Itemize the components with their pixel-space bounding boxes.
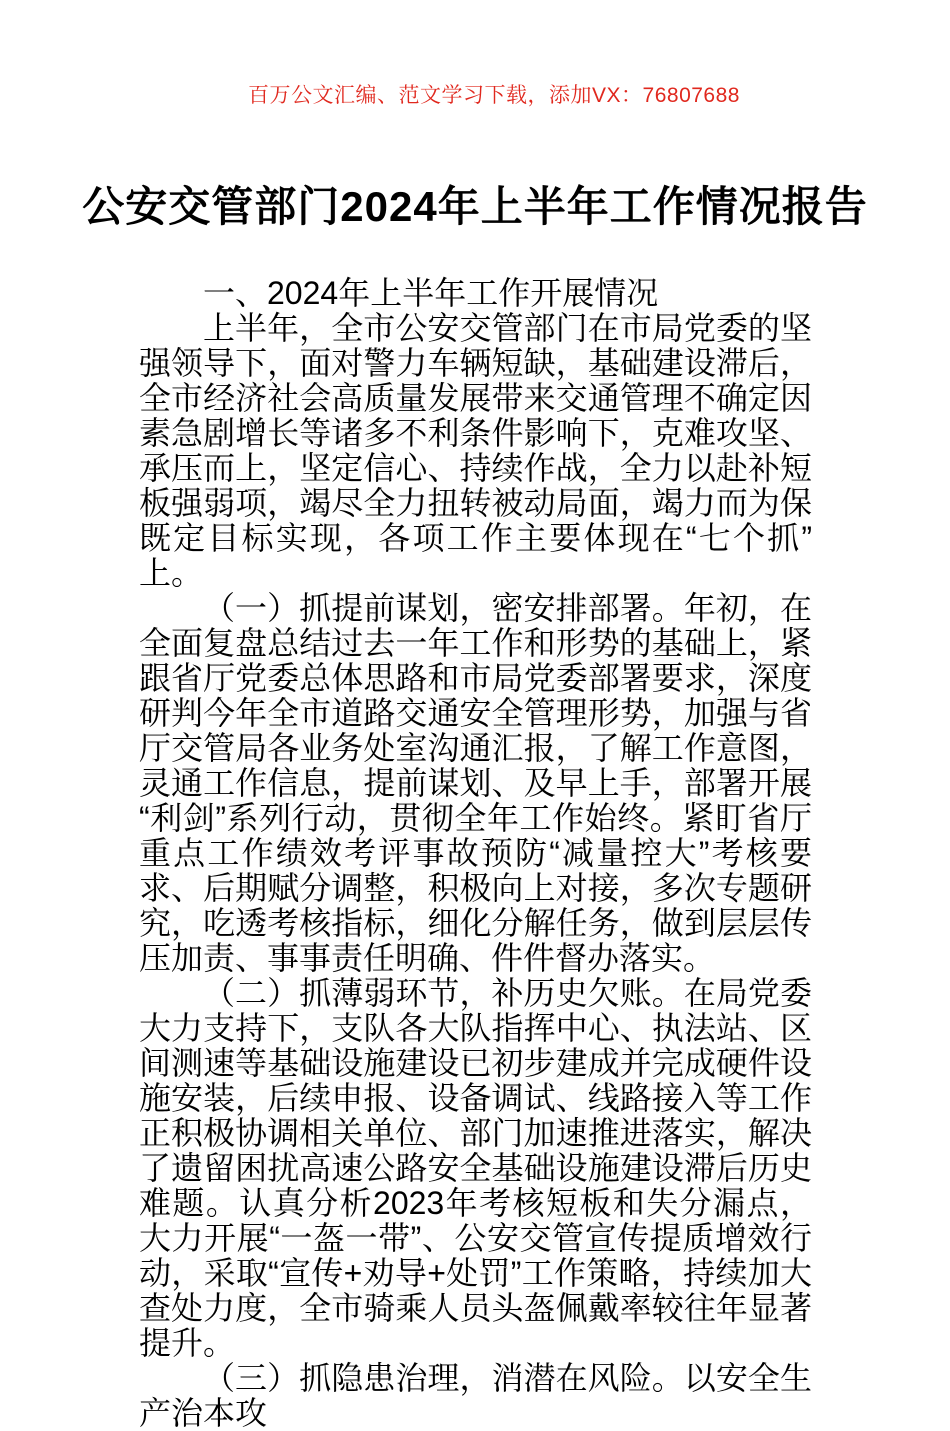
- promo-watermark-text: 百万公文汇编、范文学习下载，添加VX：76807688: [248, 84, 740, 107]
- document-title: 公安交管部门2024年上半年工作情况报告: [82, 183, 868, 230]
- body-paragraph: （三）抓隐患治理，消潜在风险。以安全生产治本攻: [139, 1360, 812, 1431]
- section-heading: 一、2024年上半年工作开展情况: [203, 275, 659, 311]
- body-paragraph: 上半年，全市公安交管部门在市局党委的坚强领导下，面对警力车辆短缺，基础建设滞后，全市经济社会高质量发展带来交通管理不确定因素急剧增长等诸多不利条件影响下，克难攻坚、承压而上，坚定信心、持续作战，全力以赴补短板强弱项，竭尽全力扭转被动局面，竭力而为保既定目标实现，各项工作主要体现在“七个抓”上。: [139, 310, 812, 591]
- document-body: [139, 276, 812, 1431]
- body-paragraph: （二）抓薄弱环节，补历史欠账。在局党委大力支持下，支队各大队指挥中心、执法站、区间测速等基础设施建设已初步建成并完成硬件设施安装，后续申报、设备调试、线路接入等工作正积极协调相关单位、部门加速推进落实，解决了遗留困扰高速公路安全基础设施建设滞后历史难题。认真分析2023年考核短板和失分漏点，大力开展“一盔一带”、公安交管宣传提质增效行动，采取“宣传+劝导+处罚”工作策略，持续加大查处力度，全市骑乘人员头盔佩戴率较往年显著提升。: [139, 975, 812, 1361]
- body-paragraph: （一）抓提前谋划，密安排部署。年初，在全面复盘总结过去一年工作和形势的基础上，紧跟省厅党委总体思路和市局党委部署要求，深度研判今年全市道路交通安全管理形势，加强与省厅交管局各业务处室沟通汇报，了解工作意图，灵通工作信息，提前谋划、及早上手，部署开展“利剑”系列行动，贯彻全年工作始终。紧盯省厅重点工作绩效考评事故预防“减量控大”考核要求、后期赋分调整，积极向上对接，多次专题研究，吃透考核指标，细化分解任务，做到层层传压加责、事事责任明确、件件督办落实。: [139, 590, 812, 976]
